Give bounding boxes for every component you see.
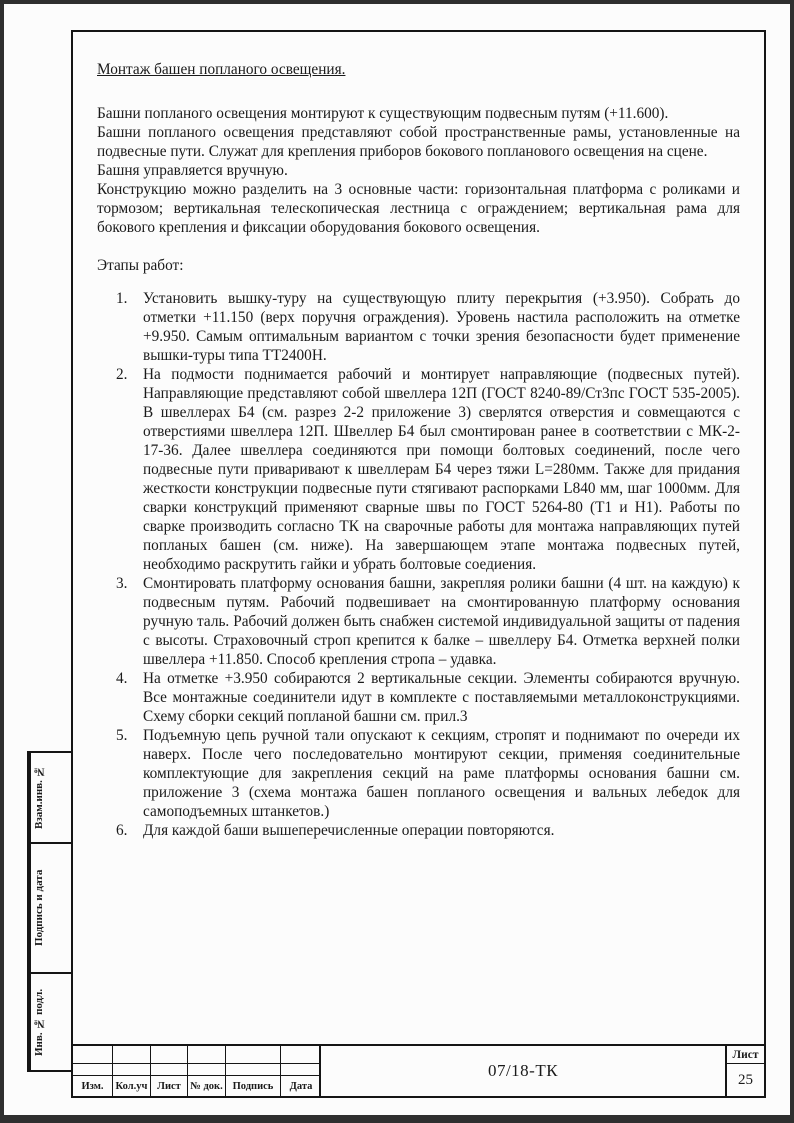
stamp-cell-vzam-inv bbox=[29, 753, 71, 844]
list-item-number: 2. bbox=[116, 366, 128, 383]
sheet-number: 25 bbox=[738, 1071, 753, 1088]
list-item bbox=[97, 821, 740, 840]
list-item-text: Для каждой баши вышеперечисленные операции повторяются. bbox=[143, 822, 555, 839]
list-item-number: 1. bbox=[116, 290, 128, 307]
stamp-label: Взам.инв. № bbox=[29, 753, 47, 842]
title-block bbox=[71, 1044, 766, 1098]
stamp-cell-inv-podl bbox=[29, 974, 71, 1070]
column-header-koluch: Кол.уч bbox=[113, 1076, 151, 1096]
stamp-label: Инв. № подл. bbox=[29, 974, 47, 1070]
list-item-text: Смонтировать платформу основания башни, закрепляя ролики башни (4 шт. на каждую) к подвесным путям. Рабочий подвешивает на смонтированную платформу основания ручную таль. Рабочий должен быть снабжен системой индивидуальной защиты от падения с высоты. Страховочный строп крепится к балке – швеллеру Б4. Отметка верхней полки швеллера +11.850. Способ крепления стропа – удавка. bbox=[143, 575, 740, 668]
revision-table bbox=[73, 1046, 321, 1096]
document-page bbox=[4, 4, 790, 1115]
revision-cell bbox=[73, 1064, 113, 1076]
left-stamp-column bbox=[27, 751, 73, 1072]
drawing-frame bbox=[71, 30, 766, 1098]
column-header-izm: Изм. bbox=[73, 1076, 113, 1096]
revision-cell bbox=[151, 1064, 188, 1076]
stages-list bbox=[97, 289, 740, 840]
stages-heading: Этапы работ: bbox=[97, 257, 184, 274]
column-header-podpis: Подпись bbox=[226, 1076, 281, 1096]
list-item-text: На подмости поднимается рабочий и монтирует направляющие (подвесных путей). Направляющие представляют собой швеллера 12П (ГОСТ 8240-89/Ст3пс ГОСТ 535-2005). В швеллерах Б4 (см. разрез 2-2 приложение 3) сверлятся отверстия и совмещаются с отверстиями швеллера 12П. Швеллер Б4 был смонтирован ранее в соответствии с МК-2-17-36. Далее швеллера соединяются при помощи болтовых соединений, после чего подвесные пути приваривают к швеллерам Б4 через тяжи L=280мм. Также для придания жесткости конструкции подвесные пути стягивают распорками L840 мм, шаг 1000мм. Для сварки конструкций применяют сварные швы по ГОСТ 5264-80 (Т1 и Н1). Работы по сварке производить согласно ТК на сварочные работы для монтажа направляющих путей попланых башен (см. ниже). На завершающем этапе монтажа подвесных путей, необходимо раскрутить гайки и убрать болтовые соедиения. bbox=[143, 366, 740, 573]
intro-paragraph: Башня управляется вручную. bbox=[97, 162, 288, 179]
revision-cell bbox=[226, 1046, 281, 1064]
intro-section bbox=[97, 104, 740, 237]
revision-cell bbox=[281, 1046, 321, 1064]
intro-paragraph: Конструкцию можно разделить на 3 основные части: горизонтальная платформа с роликами и тормозом; вертикальная телескопическая лестница с ограждением; вертикальная рама для бокового крепления и фиксации оборудования бокового освещения. bbox=[97, 181, 740, 236]
stamp-blank-field bbox=[47, 974, 71, 1070]
stamp-cell-podpis-data bbox=[29, 844, 71, 974]
revision-cell bbox=[281, 1064, 321, 1076]
list-item-number: 3. bbox=[116, 575, 128, 592]
list-item bbox=[97, 365, 740, 574]
content-area bbox=[97, 60, 740, 840]
revision-cell bbox=[113, 1046, 151, 1064]
column-header-list: Лист bbox=[151, 1076, 188, 1096]
sheet-label: Лист bbox=[727, 1046, 764, 1064]
sheet-cell bbox=[725, 1046, 764, 1096]
list-item-number: 6. bbox=[116, 822, 128, 839]
list-item-text: Подъемную цепь ручной тали опускают к секциям, стропят и поднимают по очереди их наверх. После чего последовательно монтируют секции, применяя соединительные комплектующие для закрепления секций на раме платформы основания башни см. приложение 3 (схема монтажа башен попланого освещения и вальных лебедок для самоподъемных штанкетов.) bbox=[143, 727, 740, 820]
revision-cell bbox=[151, 1046, 188, 1064]
column-header-data: Дата bbox=[289, 1080, 313, 1092]
revision-cell bbox=[188, 1064, 226, 1076]
list-item-text: Установить вышку-туру на существующую плиту перекрытия (+3.950). Собрать до отметки +11.150 (верх поручня ограждения). Уровень настила расположить на отметке +9.950. Самым оптимальным вариантом с точки зрения безопасности будет применение вышки-туры типа ТТ2400Н. bbox=[143, 290, 740, 364]
list-item-number: 4. bbox=[116, 670, 128, 687]
list-item bbox=[97, 726, 740, 821]
page-title: Монтаж башен попланого освещения. bbox=[97, 61, 346, 78]
stamp-blank-field bbox=[47, 753, 71, 842]
list-item bbox=[97, 669, 740, 726]
column-header-doc: № док. bbox=[188, 1076, 226, 1096]
revision-cell bbox=[73, 1046, 113, 1064]
revision-cell bbox=[188, 1046, 226, 1064]
list-item-text: На отметке +3.950 собираются 2 вертикальные секции. Элементы собираются вручную. Все монтажные соединители идут в комплекте с поставляемыми металлоконструкциями. Схему сборки секций попланой башни см. прил.3 bbox=[143, 670, 740, 725]
stamp-blank-field bbox=[47, 844, 71, 972]
intro-paragraph: Башни попланого освещения монтируют к существующим подвесным путям (+11.600). bbox=[97, 105, 669, 122]
list-item-number: 5. bbox=[116, 727, 128, 744]
intro-paragraph: Башни попланого освещения представляют собой пространственные рамы, установленные на подвесные пути. Служат для крепления приборов бокового попланового освещения на сцене. bbox=[97, 124, 740, 160]
stamp-label: Подпись и дата bbox=[29, 844, 47, 972]
document-number: 07/18-ТК bbox=[487, 1061, 559, 1080]
revision-cell bbox=[226, 1064, 281, 1076]
list-item bbox=[97, 574, 740, 669]
list-item bbox=[97, 289, 740, 365]
revision-cell bbox=[113, 1064, 151, 1076]
